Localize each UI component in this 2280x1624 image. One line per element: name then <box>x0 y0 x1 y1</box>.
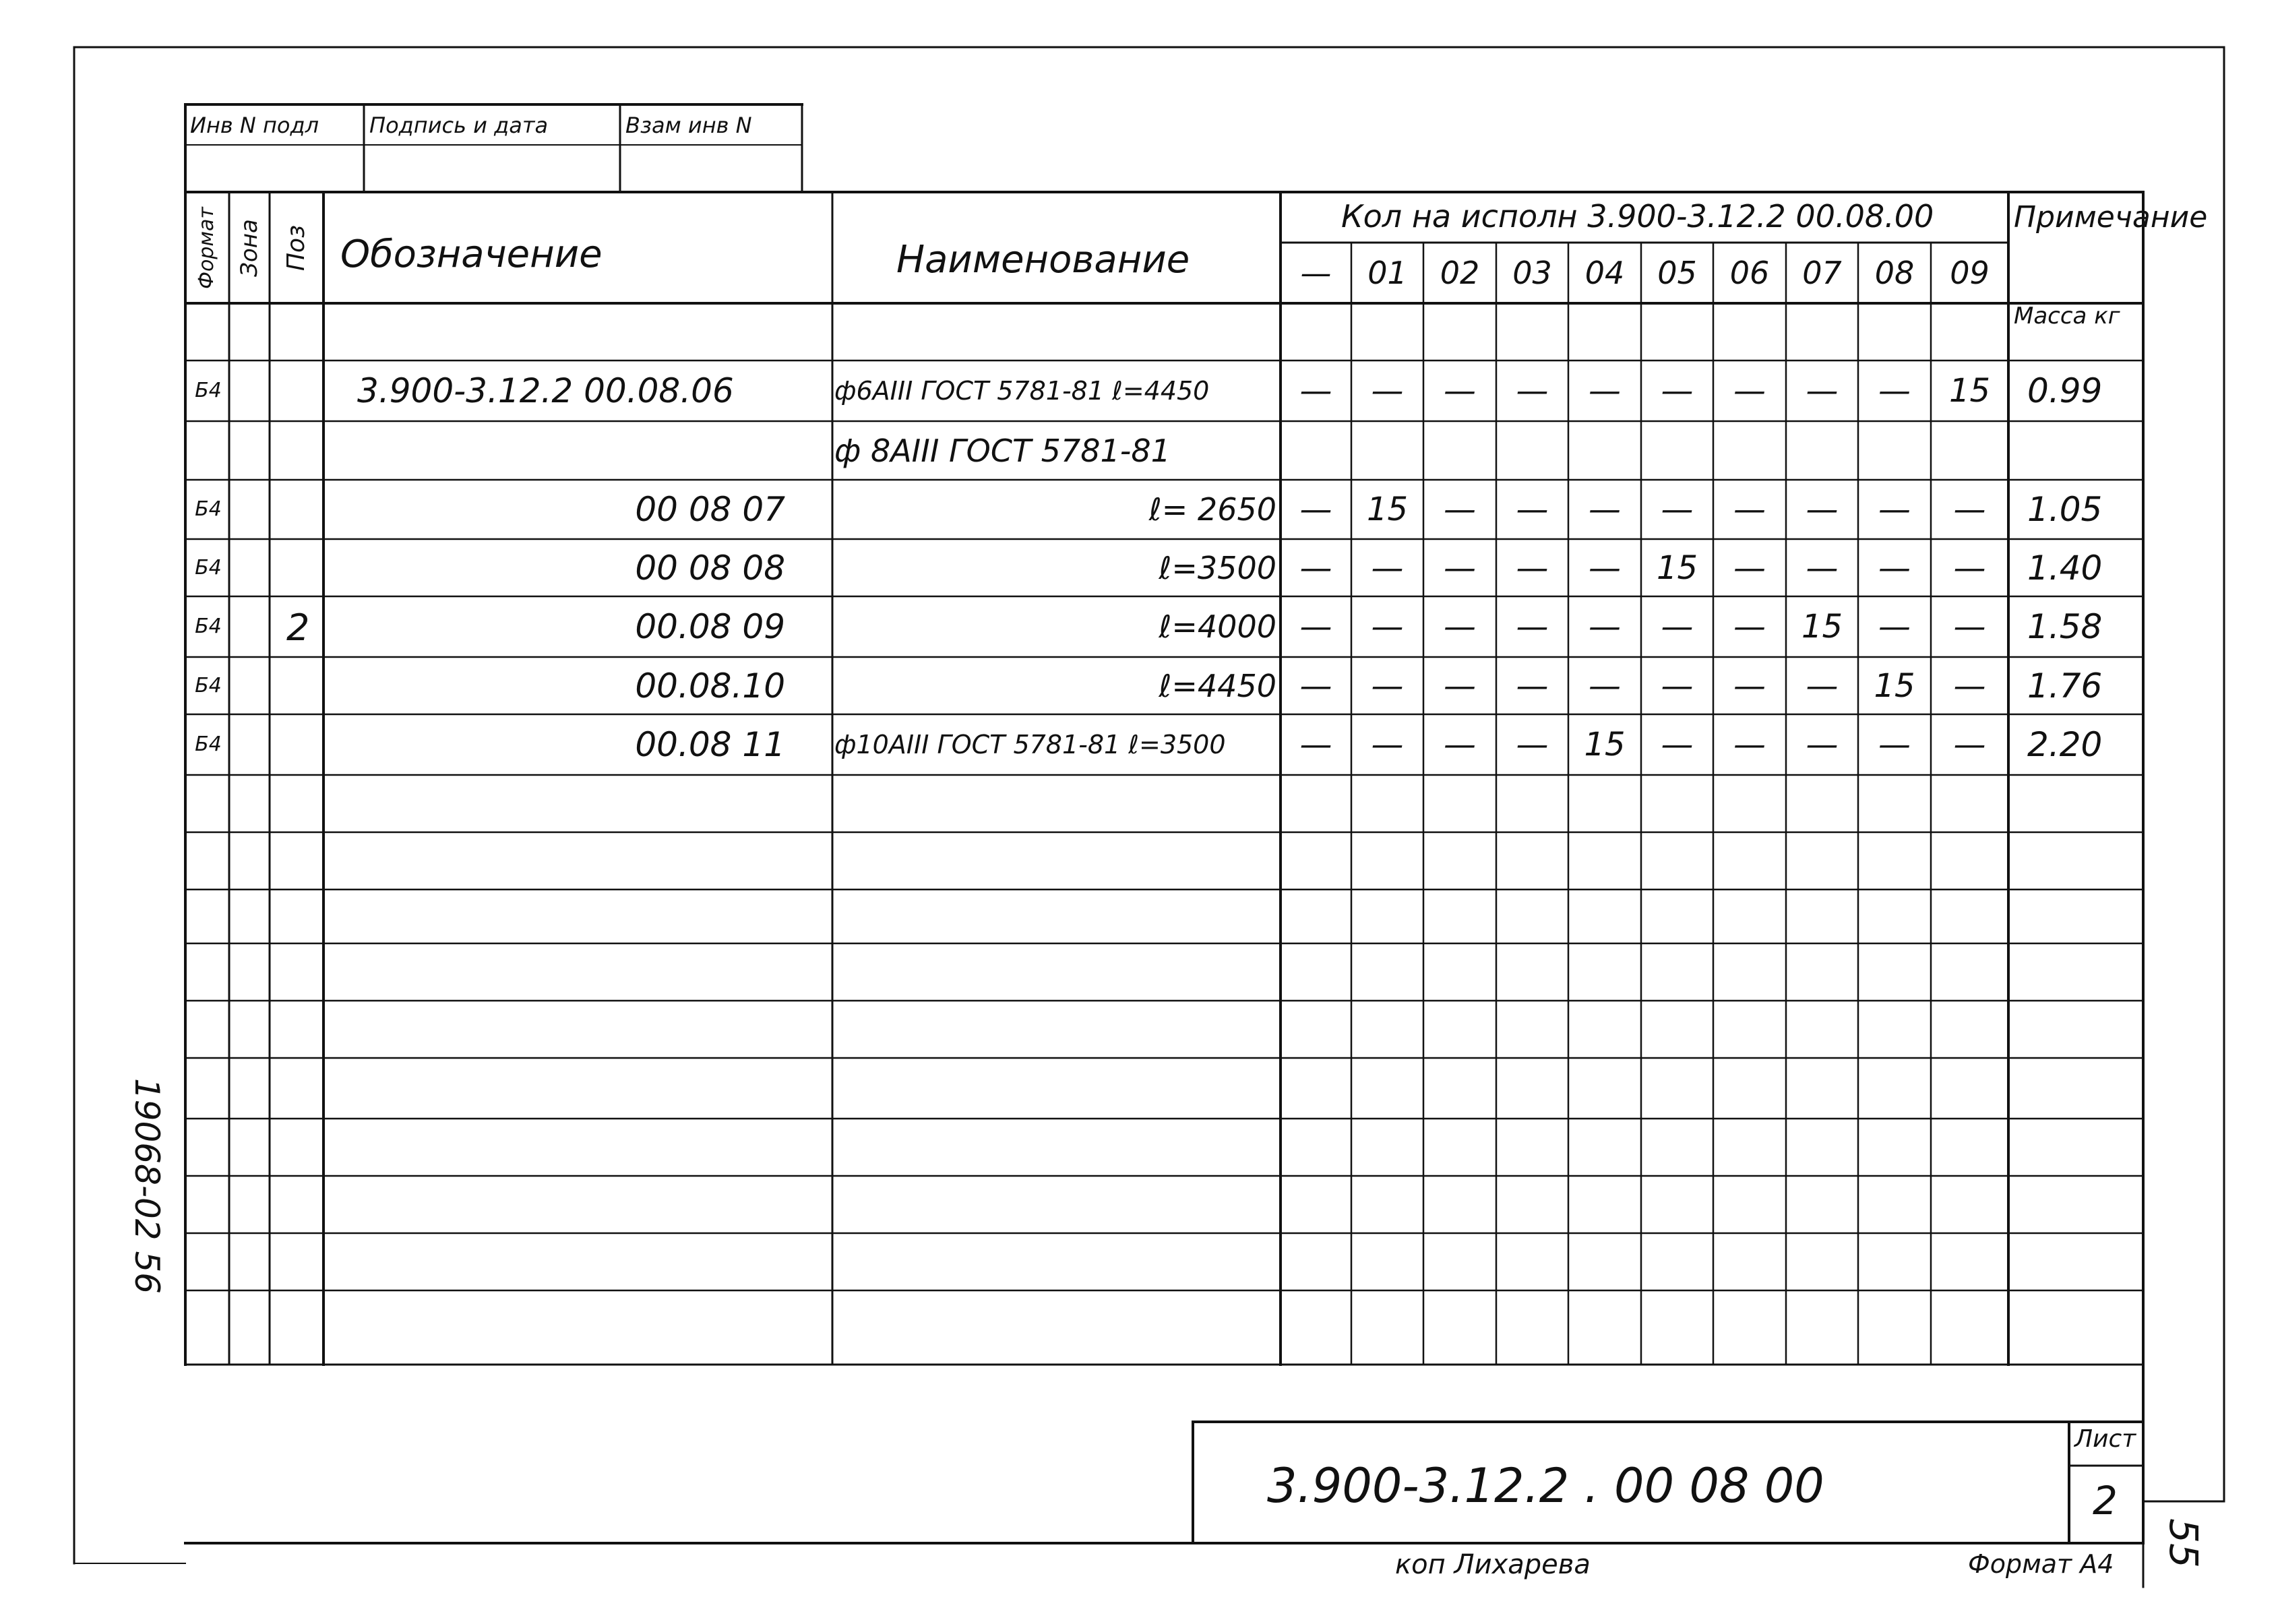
row-mass: 1.76 <box>2027 666 2103 706</box>
row-qty: — <box>1516 666 1549 705</box>
header-oboznachenie: Обозначение <box>340 232 603 276</box>
row-qty: — <box>1371 726 1404 763</box>
row-qty: — <box>1516 608 1549 646</box>
row-qty <box>1351 421 1423 480</box>
row-oboznachenie: 00.08.10 <box>635 666 785 706</box>
row-qty: — <box>1806 491 1839 528</box>
variant-header: 01 <box>1367 255 1407 291</box>
row-qty: — <box>1589 608 1621 646</box>
variant-header: 09 <box>1950 255 1990 291</box>
row-qty: — <box>1878 372 1911 410</box>
row-qty: — <box>1444 549 1476 587</box>
row-naimenovanie: ф6АIII ГОСТ 5781-81 ℓ=4450 <box>834 376 1210 406</box>
row-mass: 1.58 <box>2027 607 2103 646</box>
row-qty: 15 <box>1874 666 1915 705</box>
row-qty <box>1281 421 1351 480</box>
variant-header: — <box>1300 255 1332 291</box>
page-number: 55 <box>2161 1518 2207 1568</box>
row-qty: — <box>1661 726 1694 763</box>
variant-header: 08 <box>1874 255 1915 291</box>
row-qty: — <box>1953 608 1986 646</box>
sheet-number: 2 <box>2093 1478 2118 1524</box>
header-poz: Поз <box>282 224 310 272</box>
row-qty: — <box>1589 491 1621 528</box>
row-mass: 1.40 <box>2027 548 2103 588</box>
variant-header: 03 <box>1512 255 1552 291</box>
row-qty: — <box>1371 608 1404 646</box>
row-qty: — <box>1733 372 1766 410</box>
row-mass: 0.99 <box>2027 371 2103 410</box>
row-qty: — <box>1444 666 1476 705</box>
row-qty: — <box>1444 608 1476 646</box>
row-oboznachenie: 3.900-3.12.2 00.08.06 <box>357 371 734 410</box>
row-qty: — <box>1953 666 1986 705</box>
header-zona: Зона <box>236 219 263 277</box>
variant-header: 02 <box>1440 255 1480 291</box>
row-oboznachenie: 00 08 07 <box>635 490 785 529</box>
row-naimenovanie: ℓ= 2650 <box>1148 491 1276 528</box>
row-qty <box>1568 421 1641 480</box>
row-qty: — <box>1371 666 1404 705</box>
row-qty: — <box>1444 491 1476 528</box>
row-qty <box>1423 421 1496 480</box>
row-naimenovanie: ℓ=4450 <box>1159 667 1276 704</box>
row-qty: — <box>1878 549 1911 587</box>
row-qty: — <box>1733 726 1766 763</box>
side-archive-note: 19068-02 56 <box>127 1078 166 1294</box>
row-qty: — <box>1733 549 1766 587</box>
row-qty: — <box>1444 726 1476 763</box>
header-kol-na-ispoln: Кол на исполн 3.900-3.12.2 00.08.00 <box>1341 198 1934 235</box>
header-massa: Масса кг <box>2014 303 2120 330</box>
row-qty: — <box>1299 726 1332 763</box>
stamp-podpis: Подпись и дата <box>369 113 549 138</box>
variant-header: 07 <box>1802 255 1842 291</box>
header-primechanie: Примечание <box>2014 200 2208 235</box>
copied-by: коп Лихарева <box>1395 1549 1591 1580</box>
row-qty: — <box>1661 666 1694 705</box>
row-qty: — <box>1299 608 1332 646</box>
row-oboznachenie <box>327 421 785 480</box>
format-label: Формат А4 <box>1968 1549 2114 1579</box>
row-qty: 15 <box>1656 549 1698 587</box>
row-format: Б4 <box>195 497 222 521</box>
row-format: Б4 <box>195 615 222 638</box>
row-format <box>187 421 229 480</box>
row-qty: — <box>1371 372 1404 410</box>
row-naimenovanie: ф10АIII ГОСТ 5781-81 ℓ=3500 <box>834 730 1226 759</box>
row-qty: 15 <box>1801 608 1843 646</box>
row-qty <box>1931 421 2008 480</box>
row-qty: — <box>1733 608 1766 646</box>
row-qty <box>1713 421 1786 480</box>
row-qty: — <box>1589 549 1621 587</box>
row-qty <box>1496 421 1568 480</box>
row-qty: 15 <box>1584 726 1626 763</box>
row-qty: — <box>1806 726 1839 763</box>
row-qty: — <box>1806 372 1839 410</box>
row-qty: — <box>1953 549 1986 587</box>
row-qty: — <box>1661 491 1694 528</box>
row-format: Б4 <box>195 379 222 402</box>
row-mass: 1.05 <box>2027 490 2103 529</box>
stamp-vzam: Взам инв N <box>625 113 752 138</box>
row-qty: — <box>1806 666 1839 705</box>
row-mass: 2.20 <box>2027 725 2103 764</box>
row-qty: — <box>1516 549 1549 587</box>
header-format: Формат <box>195 207 218 289</box>
row-qty: — <box>1661 372 1694 410</box>
row-naimenovanie: ℓ=4000 <box>1159 608 1276 645</box>
stamp-inv-podl: Инв N подл <box>190 113 319 138</box>
row-qty: — <box>1661 608 1694 646</box>
row-qty: — <box>1516 491 1549 528</box>
header-naimenovanie: Наименование <box>896 238 1190 282</box>
row-qty: — <box>1589 372 1621 410</box>
row-qty: — <box>1878 726 1911 763</box>
row-oboznachenie: 00.08 09 <box>635 607 785 646</box>
row-qty: — <box>1516 372 1549 410</box>
row-qty: — <box>1589 666 1621 705</box>
row-qty: — <box>1444 372 1476 410</box>
row-qty: — <box>1878 608 1911 646</box>
doc-number: 3.900-3.12.2 . 00 08 00 <box>1267 1458 1824 1513</box>
row-qty: — <box>1878 491 1911 528</box>
row-oboznachenie: 00 08 08 <box>635 548 785 588</box>
row-qty <box>1858 421 1931 480</box>
row-qty: — <box>1733 491 1766 528</box>
row-qty: — <box>1953 491 1986 528</box>
row-qty <box>1786 421 1858 480</box>
row-qty: — <box>1299 666 1332 705</box>
row-qty: — <box>1953 726 1986 763</box>
row-qty: — <box>1299 372 1332 410</box>
row-qty: — <box>1299 491 1332 528</box>
row-qty: 15 <box>1948 372 1991 410</box>
row-format: Б4 <box>195 673 222 697</box>
variant-header: 05 <box>1657 255 1697 291</box>
row-format: Б4 <box>195 555 222 580</box>
row-naimenovanie: ф 8АIII ГОСТ 5781-81 <box>834 432 1171 469</box>
row-qty: — <box>1371 549 1404 587</box>
row-qty: — <box>1299 549 1332 587</box>
poz-value: 2 <box>286 606 310 649</box>
sheet-label: Лист <box>2074 1425 2136 1453</box>
row-qty: — <box>1733 666 1766 705</box>
row-naimenovanie: ℓ=3500 <box>1159 549 1276 586</box>
row-oboznachenie: 00.08 11 <box>635 725 785 764</box>
variant-header: 06 <box>1729 255 1770 291</box>
row-mass <box>2014 421 2153 480</box>
row-qty: — <box>1516 726 1549 763</box>
row-format: Б4 <box>195 732 222 756</box>
row-qty: 15 <box>1366 491 1409 528</box>
variant-header: 04 <box>1584 255 1625 291</box>
row-qty <box>1641 421 1713 480</box>
row-qty: — <box>1806 549 1839 587</box>
